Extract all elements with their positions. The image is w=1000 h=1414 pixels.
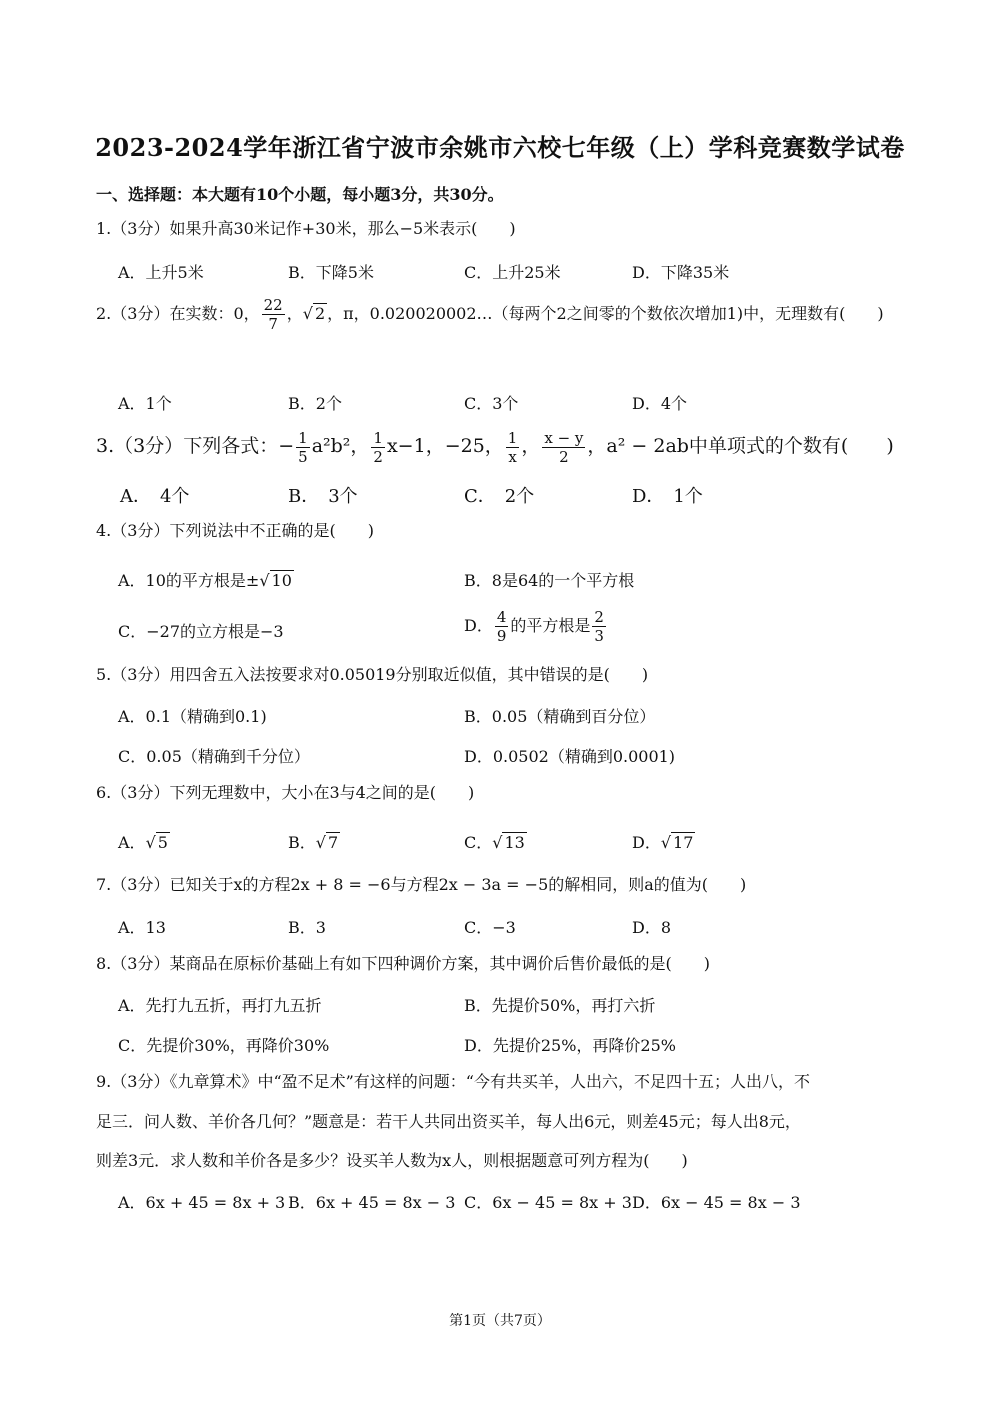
question-4-option-b: B．8是64的一个平方根 (464, 571, 635, 590)
question-1-option-d: D．下降35米 (632, 263, 730, 282)
fraction-denominator: 2 (373, 447, 383, 466)
question-6-option-a (118, 830, 170, 853)
option-d-label: D． (464, 616, 493, 635)
question-7-option-a: A．13 (118, 918, 166, 937)
radicand: 17 (673, 833, 694, 852)
question-8-stem: 8.（3分）某商品在原标价基础上有如下四种调价方案，其中调价后售价最低的是( ) (96, 954, 710, 973)
fraction-denominator: 5 (298, 447, 308, 466)
option-label: C． (464, 833, 493, 852)
fraction-denominator: x (508, 447, 517, 466)
fraction-1-5 (296, 429, 310, 466)
question-1-option-b: B．下降5米 (288, 263, 374, 282)
question-6-stem: 6.（3分）下列无理数中，大小在3与4之间的是( ) (96, 783, 475, 802)
sqrt-symbol: √ 7 (315, 833, 339, 852)
question-3-term-3: ， (521, 435, 541, 457)
fraction-numerator: 1 (298, 428, 308, 447)
fraction-1-x (506, 429, 520, 466)
question-9-line-1: 9.（3分）《九章算术》中“盈不足术”有这样的问题：“今有共买羊，人出六，不足四十五；人出八，不 (96, 1072, 810, 1091)
question-3-option-b: B． 3个 (288, 486, 358, 507)
question-1-stem: 1.（3分）如果升高30米记作+30米，那么−5米表示( ) (96, 219, 516, 238)
fraction-4-9 (495, 608, 509, 645)
question-3-option-a: A． 4个 (120, 486, 190, 507)
fraction-22-7 (262, 296, 285, 333)
question-3-term-4: ，a² − 2ab中单项式的个数有( ) (587, 435, 894, 457)
question-3-option-c: C． 2个 (464, 486, 535, 507)
question-7-option-d: D．8 (632, 918, 672, 937)
fraction-numerator: 4 (496, 608, 507, 626)
question-2-prefix: 2.（3分）在实数：0， (96, 304, 260, 323)
question-4-option-d (464, 608, 608, 645)
fraction-2-3 (592, 608, 606, 645)
question-2-stem (96, 294, 906, 334)
question-4-option-c: C．−27的立方根是−3 (118, 622, 284, 641)
option-a-text: A．10的平方根是± (118, 571, 260, 590)
fraction-numerator: 1 (373, 428, 383, 447)
question-3-prefix: 3.（3分）下列各式：− (96, 435, 295, 457)
fraction-numerator: 22 (263, 296, 283, 314)
option-label: D． (632, 833, 661, 852)
question-2-option-b: B．2个 (288, 394, 342, 413)
question-5-option-c: C．0.05（精确到千分位） (118, 747, 310, 766)
radicand: 13 (504, 833, 525, 852)
question-5-option-b: B．0.05（精确到百分位） (464, 707, 656, 726)
option-d-text: 的平方根是 (510, 616, 591, 635)
question-9-option-b: B．6x + 45 = 8x − 3 (288, 1193, 456, 1212)
question-8-option-d: D．先提价25%，再降价25% (464, 1036, 676, 1055)
question-9-line-2: 足三．问人数、羊价各几何？”题意是：若干人共同出资买羊，每人出6元，则差45元；每人出8元， (96, 1112, 801, 1131)
question-2-option-c: C．3个 (464, 394, 519, 413)
question-7-stem: 7.（3分）已知关于x的方程2x + 8 = −6与方程2x − 3a = −5的解相同，则a的值为( ) (96, 875, 747, 894)
page-title: 2023-2024学年浙江省宁波市余姚市六校七年级（上）学科竞赛数学试卷 (95, 133, 905, 162)
radicand: 2 (314, 304, 326, 323)
question-4-option-a (118, 568, 294, 591)
fraction-numerator: 1 (507, 428, 518, 447)
question-2-sep: ， (286, 304, 303, 323)
fraction-x-minus-y-over-2 (542, 429, 585, 466)
question-5-option-d: D．0.0502（精确到0.0001) (464, 747, 676, 766)
fraction-denominator: 3 (594, 627, 604, 645)
fraction-numerator: x − y (544, 428, 584, 447)
fraction-numerator: 2 (594, 608, 604, 626)
question-9-option-d: D．6x − 45 = 8x − 3 (632, 1193, 801, 1212)
radicand: 10 (271, 571, 292, 590)
question-6-option-b (288, 830, 340, 853)
radicand: 7 (327, 833, 339, 852)
question-3-option-d: D． 1个 (632, 486, 703, 507)
question-3-term-1: a²b²， (311, 435, 370, 457)
question-9-option-a: A．6x + 45 = 8x + 3 (118, 1193, 286, 1212)
question-8-option-a: A．先打九五折，再打九五折 (118, 996, 322, 1015)
question-2-rest: ，π，0.020020002…（每两个2之间零的个数依次增加1)中，无理数有( ) (327, 304, 884, 323)
question-9-line-3: 则差3元．求人数和羊价各是多少？设买羊人数为x人，则根据题意可列方程为( ) (96, 1151, 688, 1170)
option-label: B． (288, 833, 316, 852)
option-label: A． (118, 833, 146, 852)
page-footer: 第1页（共7页） (449, 1313, 551, 1329)
radicand: 5 (157, 833, 168, 852)
question-6-option-c (464, 830, 527, 853)
sqrt-symbol: √ 17 (660, 833, 694, 852)
sqrt-symbol: √ 10 (259, 571, 292, 590)
question-4-stem: 4.（3分）下列说法中不正确的是( ) (96, 521, 374, 540)
sqrt-symbol: √ 2 (302, 304, 326, 323)
question-8-option-b: B．先提价50%，再打六折 (464, 996, 656, 1015)
question-6-option-d (632, 830, 695, 853)
sqrt-symbol: √ 13 (492, 833, 525, 852)
question-7-option-c: C．−3 (464, 918, 516, 937)
question-8-option-c: C．先提价30%，再降价30% (118, 1036, 330, 1055)
question-5-option-a: A．0.1（精确到0.1) (118, 707, 267, 726)
question-2-option-a: A．1个 (118, 394, 172, 413)
sqrt-symbol: √ 5 (145, 833, 168, 852)
fraction-denominator: 7 (268, 315, 278, 333)
question-2-option-d: D．4个 (632, 394, 688, 413)
question-1-option-c: C．上升25米 (464, 263, 561, 282)
section-heading: 一、选择题：本大题有10个小题，每小题3分，共30分。 (96, 185, 504, 204)
question-9-option-c: C．6x − 45 = 8x + 3 (464, 1193, 632, 1212)
question-3-stem (96, 425, 894, 467)
fraction-1-2 (371, 429, 385, 466)
question-7-option-b: B．3 (288, 918, 326, 937)
fraction-denominator: 2 (559, 447, 569, 466)
question-1-option-a: A．上升5米 (118, 263, 204, 282)
question-5-stem: 5.（3分）用四舍五入法按要求对0.05019分别取近似值，其中错误的是( ) (96, 665, 649, 684)
question-3-term-2: x−1，−25， (386, 435, 504, 457)
fraction-denominator: 9 (496, 627, 507, 645)
